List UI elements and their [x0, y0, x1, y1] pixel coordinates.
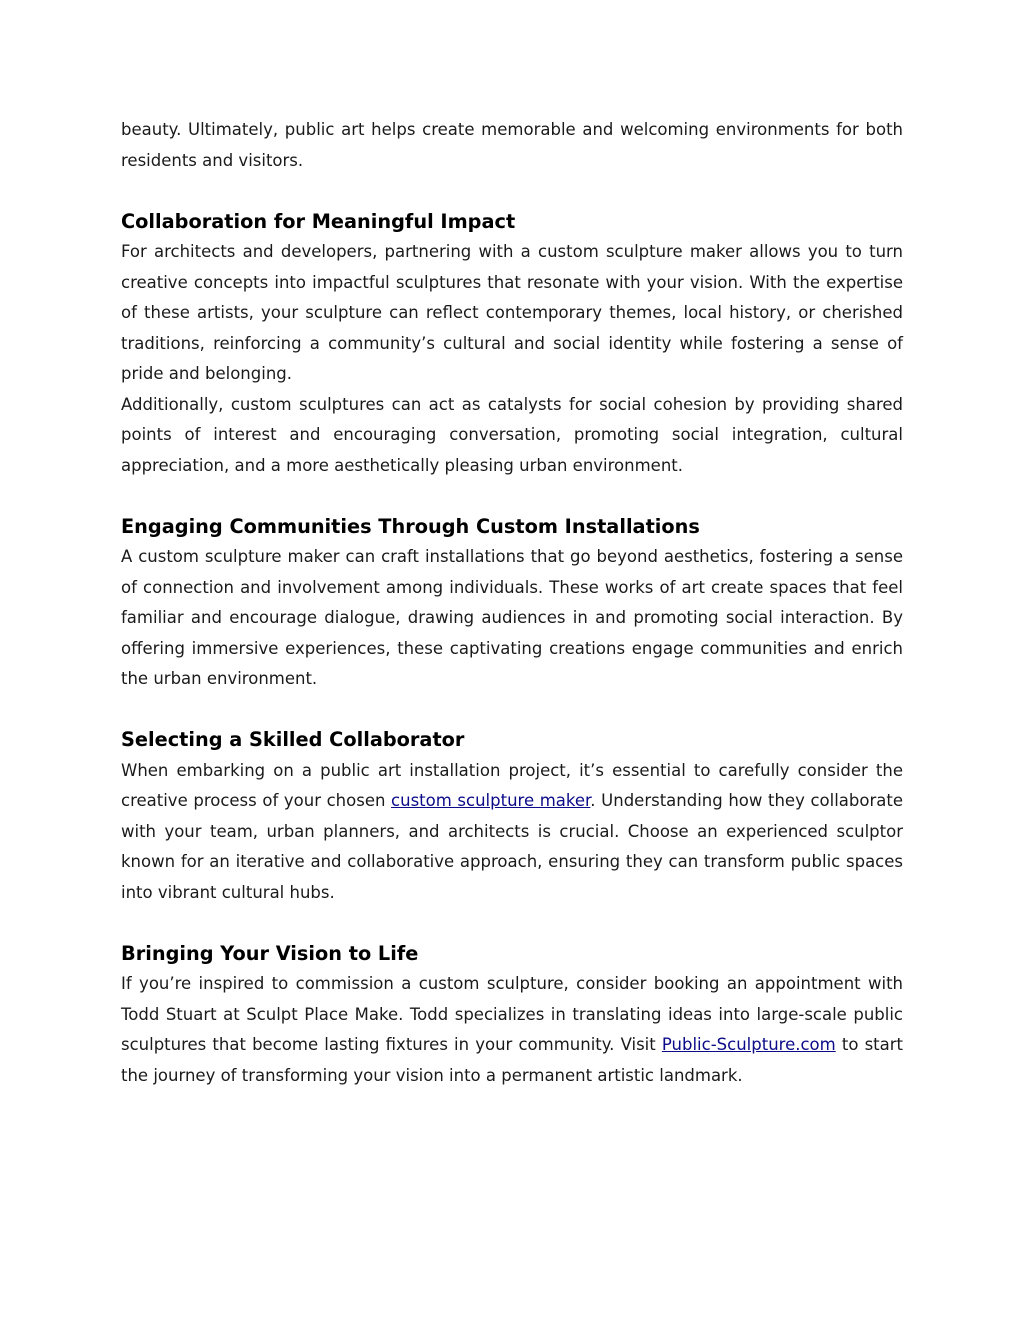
paragraph-text: . Understanding how they collaborate with your team, urban planners, and architects is crucial. Choose an experienced sculptor known for an iterative and collaborative approach, ensuring they can transform public spaces into vibrant cultural hubs.	[121, 791, 903, 902]
document-page	[121, 115, 903, 1091]
spacer	[121, 695, 903, 726]
section-collaboration-paragraph-1: For architects and developers, partnering with a custom sculpture maker allows you to turn creative concepts into impactful sculptures that resonate with your vision. With the expertise of these artists, your sculpture can reflect contemporary themes, local history, or cherished traditions, reinforcing a community’s cultural and social identity while fostering a sense of pride and belonging.	[121, 242, 903, 383]
public-sculpture-link[interactable]: Public-Sculpture.com	[661, 1035, 836, 1054]
section-heading-collaboration: Collaboration for Meaningful Impact	[121, 209, 516, 233]
paragraph-text: If you’re inspired to commission a custom sculpture, consider booking an appointment with Todd Stuart at Sculpt Place Make. Todd specializes in translating ideas into large-scale public sculptures that become lasting fixtures in your community. Visit	[121, 974, 903, 1054]
section-heading-vision: Bringing Your Vision to Life	[121, 941, 419, 965]
intro-paragraph: beauty. Ultimately, public art helps create memorable and welcoming environments for both residents and visitors.	[121, 120, 903, 170]
section-heading-selecting: Selecting a Skilled Collaborator	[121, 728, 465, 751]
spacer	[121, 176, 903, 207]
spacer	[121, 908, 903, 939]
section-heading-engaging: Engaging Communities Through Custom Installations	[121, 514, 700, 538]
section-collaboration-paragraph-2: Additionally, custom sculptures can act as catalysts for social cohesion by providing shared points of interest and encouraging conversation, promoting social integration, cultural appreciation, and a more aesthetically pleasing urban environment.	[121, 394, 903, 475]
section-vision-paragraph	[121, 969, 903, 1091]
paragraph-text: When embarking on a public art installation project, it’s essential to carefully consider the creative process of your chosen	[121, 760, 903, 810]
paragraph-text: to start the journey of transforming your vision into a permanent artistic landmark.	[121, 1035, 904, 1085]
custom-sculpture-maker-link[interactable]: custom sculpture maker	[391, 791, 591, 810]
section-selecting-paragraph	[121, 756, 903, 909]
section-engaging-paragraph: A custom sculpture maker can craft installations that go beyond aesthetics, fostering a sense of connection and involvement among individuals. These works of art create spaces that feel familiar and encourage dialogue, drawing audiences in and promoting social interaction. By offering immersive experiences, these captivating creations engage communities and enrich the urban environment.	[121, 547, 903, 688]
spacer	[121, 481, 903, 512]
